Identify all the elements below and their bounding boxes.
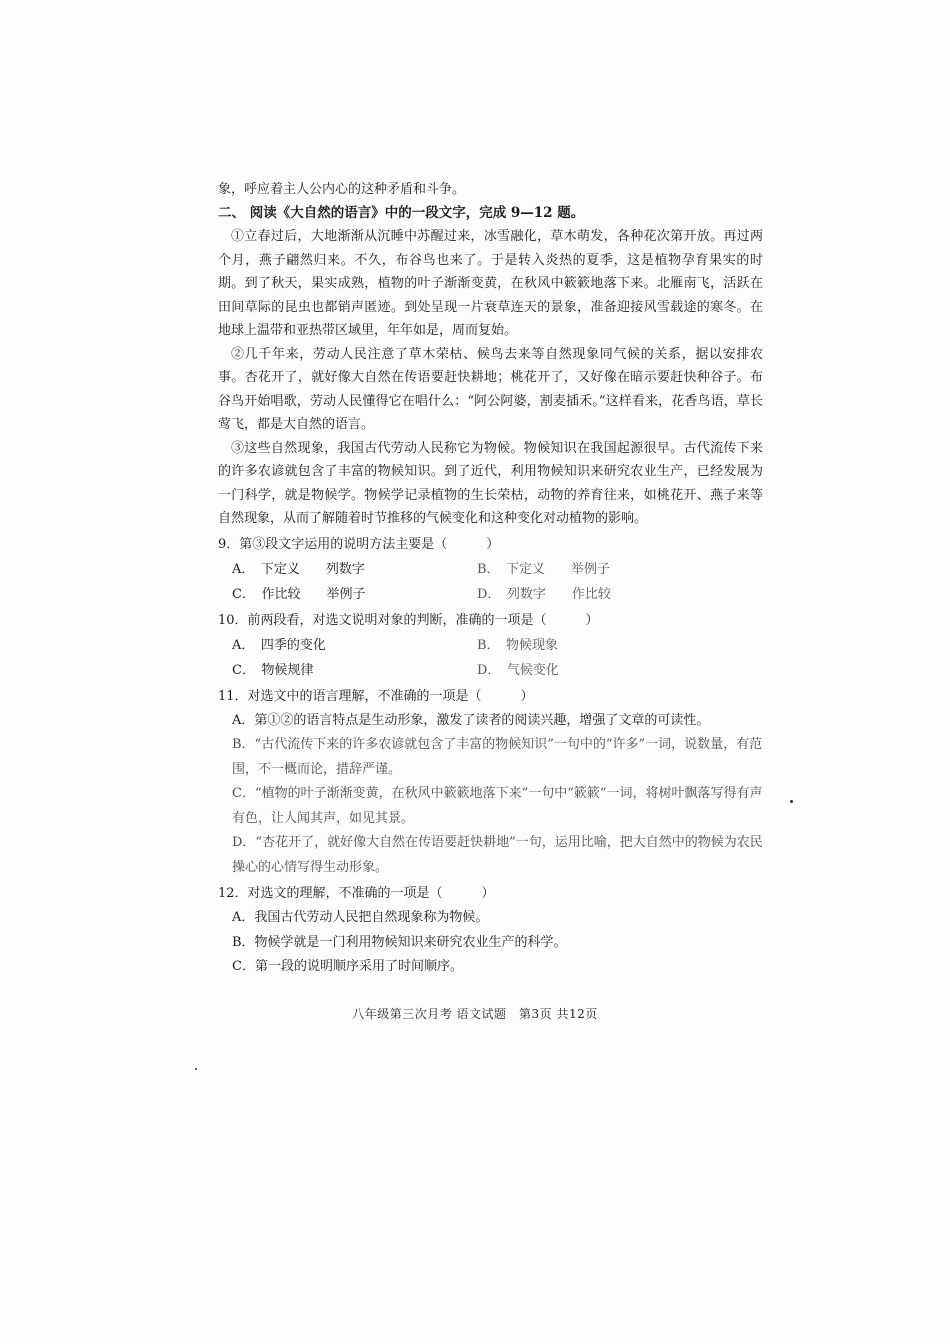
question-9-stem: 9．第③段文字运用的说明方法主要是（ ） (218, 536, 500, 552)
question-9-option-a: A． 下定义 列数字 (232, 561, 365, 577)
question-10-option-a: A． 四季的变化 (232, 637, 326, 653)
question-9-option-c: C． 作比较 举例子 (232, 586, 366, 602)
question-11-option-d: D．“杏花开了，就好像大自然在传语要赶快耕地”一句，运用比喻，把大自然中的物候为农民操心的心情写得生动形象。 (232, 835, 763, 875)
section-title: 二、 阅读《大自然的语言》中的一段文字，完成 9—12 题。 (218, 204, 585, 221)
scan-speck (790, 800, 793, 803)
question-10-options-row-1 (218, 633, 763, 658)
question-12-stem: 12．对选文的理解，不准确的一项是（ ） (218, 886, 495, 901)
reading-paragraph-2: ②几千年来，劳动人民注意了草木荣枯、候鸟去来等自然现象同气候的关系，据以安排农事。杏花开了，就好像大自然在传语要赶快耕地；桃花开了，又好像在暗示要赶快种谷子。布谷鸟开始唱歌，劳动人民懂得它在唱什么：“阿公阿婆，割麦插禾。”这样看来，花香鸟语，草长莺飞，都是大自然的语言。 (218, 346, 763, 432)
question-10-options-row-2 (218, 658, 763, 683)
question-10-stem: 10．前两段看，对选文说明对象的判断，准确的一项是（ ） (218, 612, 599, 628)
question-11-option-a: A．第①②的语言特点是生动形象，激发了读者的阅读兴趣，增强了文章的可读性。 (232, 712, 710, 728)
question-9-options-row-2 (218, 582, 763, 607)
question-9-options-row-1 (218, 557, 763, 582)
page-content (218, 178, 763, 980)
question-10-option-c: C． 物候规律 (232, 662, 314, 678)
scan-speck (195, 1068, 197, 1070)
question-11-stem: 11．对选文中的语言理解，不准确的一项是（ ） (218, 688, 534, 704)
question-9-option-d: D． 列数字 作比较 (477, 586, 611, 602)
question-10-option-d: D． 气候变化 (477, 662, 559, 678)
question-12-option-c: C．第一段的说明顺序采用了时间顺序。 (232, 959, 463, 974)
reading-paragraph-3: ③这些自然现象，我国古代劳动人民称它为物候。物候知识在我国起源很早。古代流传下来的许多农谚就包含了丰富的物候知识。到了近代，利用物候知识来研究农业生产，已经发展为一门科学，就是物候学。物候学记录植物的生长荣枯，动物的养育往来，如桃花开、燕子来等自然现象，从而了解随着时节推移的气候变化和这种变化对动植物的影响。 (218, 440, 763, 526)
question-12-option-a: A．我国古代劳动人民把自然现象称为物候。 (232, 910, 489, 925)
continued-text-line: 象，呼应着主人公内心的这种矛盾和斗争。 (218, 182, 466, 197)
question-9-option-b: B． 下定义 举例子 (477, 561, 611, 577)
question-12-option-b: B．物候学就是一门利用物候知识来研究农业生产的科学。 (232, 934, 567, 950)
page-footer: 八年级第三次月考 语文试题 第3页 共12页 (352, 1007, 598, 1021)
question-11-option-b: B．“古代流传下来的许多农谚就包含了丰富的物候知识”一句中的“许多”一词，说数量，有范围，不一概而论，措辞严谨。 (232, 737, 763, 777)
question-11-option-c: C．“植物的叶子渐渐变黄，在秋风中簌簌地落下来”一句中“簌簌”一词，将树叶飘落写得有声有色，让人闻其声，如见其景。 (232, 786, 763, 826)
question-10-option-b: B． 物候现象 (477, 637, 559, 653)
reading-paragraph-1: ①立春过后，大地渐渐从沉睡中苏醒过来，冰雪融化，草木萌发，各种花次第开放。再过两个月，燕子翩然归来。不久，布谷鸟也来了。于是转入炎热的夏季，这是植物孕育果实的时期。到了秋天，果实成熟，植物的叶子渐渐变黄，在秋风中簌簌地落下来。北雁南飞，活跃在田间草际的昆虫也都销声匿迹。到处呈现一片衰草连天的景象，准备迎接风雪载途的寒冬。在地球上温带和亚热带区域里，年年如是，周而复始。 (218, 229, 763, 338)
